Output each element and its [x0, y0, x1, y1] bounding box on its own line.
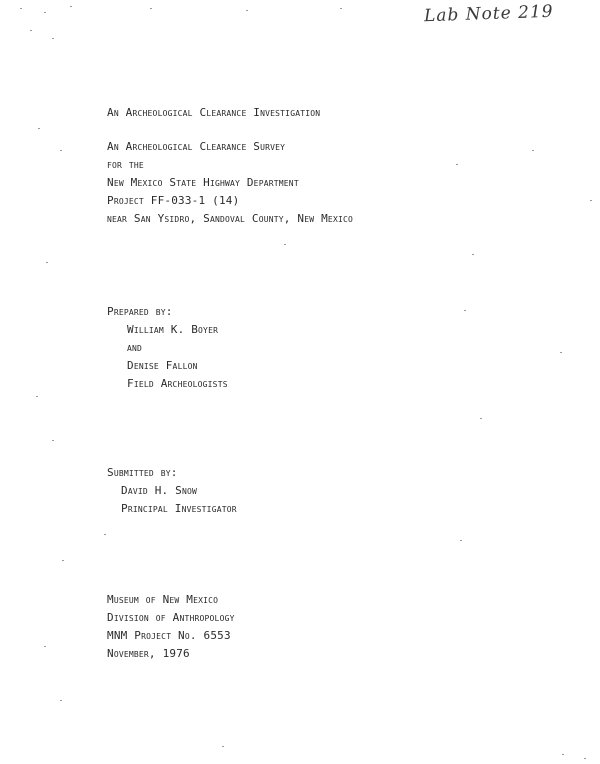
report-title: An Archeological Clearance Investigation — [107, 106, 321, 119]
submitter-role: Principal Investigator — [121, 502, 237, 515]
scan-speck — [20, 8, 22, 9]
institution-line-4: November, 1976 — [107, 647, 190, 660]
scan-speck — [60, 150, 62, 151]
preparer-name-2: Denise Fallon — [127, 359, 198, 372]
preparer-role: Field Archeologists — [127, 377, 228, 390]
scan-speck — [460, 540, 462, 541]
scan-speck — [52, 38, 54, 39]
scan-speck — [222, 746, 224, 747]
scan-speck — [456, 164, 458, 165]
preparer-name-1: William K. Boyer — [127, 323, 219, 336]
institution-line-2: Division of Anthropology — [107, 611, 235, 624]
scan-speck — [284, 244, 286, 245]
handwritten-lab-note: Lab Note 219 — [423, 1, 554, 27]
scan-speck — [532, 150, 534, 151]
institution-block — [107, 591, 235, 663]
scan-speck — [590, 200, 592, 201]
submitted-by-block — [107, 464, 237, 518]
scan-speck — [340, 8, 342, 9]
scan-speck — [150, 8, 152, 9]
submitter-name: David H. Snow — [121, 484, 198, 497]
survey-line-1: An Archeological Clearance Survey — [107, 140, 286, 153]
scan-speck — [46, 262, 48, 263]
survey-line-3: New Mexico State Highway Department — [107, 176, 299, 189]
scan-speck — [44, 646, 46, 647]
scan-speck — [104, 534, 106, 535]
scan-speck — [472, 254, 474, 255]
prepared-by-heading: Prepared by: — [107, 305, 173, 318]
scan-speck — [30, 30, 32, 31]
scan-speck — [60, 700, 62, 701]
scan-speck — [246, 10, 248, 11]
report-title-block — [107, 104, 320, 122]
scan-speck — [52, 440, 54, 441]
scan-speck — [38, 128, 40, 129]
scan-speck — [44, 12, 46, 13]
scan-speck — [70, 6, 72, 7]
scan-speck — [584, 758, 586, 759]
submitted-by-heading: Submitted by: — [107, 466, 178, 479]
survey-line-4: Project FF-033-1 (14) — [107, 194, 240, 207]
scan-speck — [36, 396, 38, 397]
scan-speck — [560, 352, 562, 353]
survey-description-block — [107, 138, 353, 228]
scan-speck — [62, 560, 64, 561]
scan-speck — [562, 754, 564, 755]
scan-speck — [480, 418, 482, 419]
institution-line-1: Museum of New Mexico — [107, 593, 219, 606]
institution-line-3: MNM Project No. 6553 — [107, 629, 231, 642]
survey-line-2: for the — [107, 158, 144, 171]
scan-speck — [464, 310, 466, 311]
survey-line-5: near San Ysidro, Sandoval County, New Mexico — [107, 212, 354, 225]
preparer-conjunction: and — [127, 341, 143, 354]
prepared-by-block — [107, 303, 228, 393]
